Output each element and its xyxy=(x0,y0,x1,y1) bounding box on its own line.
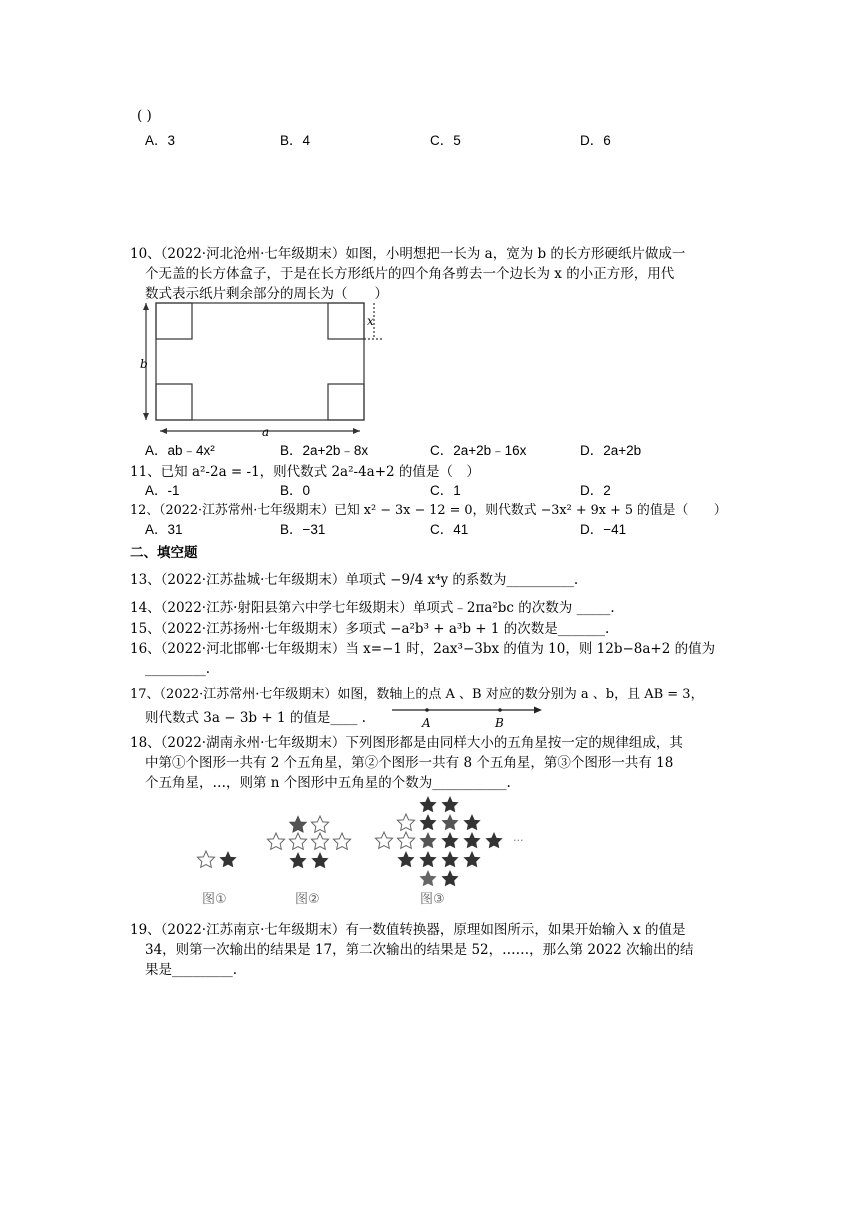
q11-option-a: A．-1 xyxy=(145,483,180,498)
q18-stars-figure xyxy=(190,790,550,908)
q10-line3: 数式表示纸片剩余部分的周长为（ ） xyxy=(145,286,388,302)
q16-line1: 16、（2022·河北邯郸·七年级期末）当 x=−1 时，2ax³−3bx 的值为 10，则 12b−8a+2 的值为 xyxy=(130,641,716,657)
q10-fig-label-x: x xyxy=(367,314,374,328)
q18-line1: 18、（2022·湖南永州·七年级期末）下列图形都是由同样大小的五角星按一定的规律组成，其 xyxy=(130,735,683,751)
q15-line: 15、（2022·江苏扬州·七年级期末）多项式 −a²b³ + a³b + 1 的次数是_______. xyxy=(130,621,610,637)
q19-line3: 果是_________. xyxy=(145,962,238,978)
q16-line2: _________. xyxy=(145,661,211,677)
q18-caption-3: 图③ xyxy=(420,892,445,907)
q11-option-d: D．2 xyxy=(580,483,611,498)
q14-line: 14、（2022·江苏·射阳县第六中学七年级期末）单项式﹣2πa²bc 的次数为 _____. xyxy=(130,600,615,616)
q12-option-c: C．41 xyxy=(430,522,469,537)
q12-option-a: A．31 xyxy=(145,522,183,537)
q13-line: 13、（2022·江苏盐城·七年级期末）单项式 −9/4 x⁴y 的系数为__________. xyxy=(130,572,579,588)
q10-fig-label-a: a xyxy=(262,425,270,439)
q18-line2: 中第①个图形一共有 2 个五角星，第②个图形一共有 8 个五角星，第③个图形一共有 18 xyxy=(145,755,674,771)
q12-option-b: B．−31 xyxy=(280,522,326,537)
q12-line1: 12、（2022·江苏常州·七年级期末）已知 x² − 3x − 12 = 0，则代数式 −3x² + 9x + 5 的值是（ ） xyxy=(130,503,727,518)
q17-line2: 则代数式 3a − 3b + 1 的值是____ . xyxy=(145,710,366,726)
section-title-fill-in: 二、填空题 xyxy=(130,545,198,561)
q9-option-b: B．4 xyxy=(280,133,311,148)
q9-option-a: A．3 xyxy=(145,133,176,148)
q17-point-b-label: B xyxy=(495,716,504,730)
q18-figure-2 xyxy=(267,816,350,868)
q9-paren: ( ) xyxy=(137,108,152,124)
q19-line2: 34，则第一次输出的结果是 17，第二次输出的结果是 52，……，那么第 2022 次输出的结 xyxy=(145,942,694,958)
q10-line1: 10、（2022·河北沧州·七年级期末）如图，小明想把一长为 a，宽为 b 的长方形硬纸片做成一 xyxy=(130,246,686,262)
q10-option-a: A．ab﹣4x² xyxy=(145,443,215,458)
q9-option-d: D．6 xyxy=(580,133,611,148)
q18-caption-1: 图① xyxy=(202,892,227,907)
q18-figure-1 xyxy=(197,851,236,867)
q9-option-c: C．5 xyxy=(430,133,461,148)
q18-ellipsis: ··· xyxy=(513,834,524,847)
q11-option-c: C．1 xyxy=(430,483,461,498)
q18-line3: 个五角星，…，则第 n 个图形中五角星的个数为___________. xyxy=(145,775,511,791)
q17-number-line xyxy=(390,700,550,730)
q10-option-d: D．2a+2b xyxy=(580,443,642,458)
q11-option-b: B．0 xyxy=(280,483,311,498)
q10-fig-label-b: b xyxy=(140,357,148,371)
q18-figure-3 xyxy=(375,796,502,886)
q10-option-c: C．2a+2b﹣16x xyxy=(430,443,527,458)
q10-rectangle-figure xyxy=(138,298,398,443)
q12-option-d: D．−41 xyxy=(580,522,627,537)
q17-line1: 17、（2022·江苏常州·七年级期末）如图，数轴上的点 A 、B 对应的数分别为 a 、b，且 AB = 3， xyxy=(130,687,704,702)
q10-line2: 个无盖的长方体盒子，于是在长方形纸片的四个角各剪去一个边长为 x 的小正方形，用代 xyxy=(145,266,675,282)
q18-caption-2: 图② xyxy=(295,892,320,907)
q10-option-b: B．2a+2b﹣8x xyxy=(280,443,369,458)
q19-line1: 19、（2022·江苏南京·七年级期末）有一数值转换器，原理如图所示，如果开始输入 x 的值是 xyxy=(130,922,686,938)
q17-point-a-label: A xyxy=(422,716,431,730)
q11-line1: 11、已知 a²-2a = -1，则代数式 2a²-4a+2 的值是（ ） xyxy=(130,464,480,480)
